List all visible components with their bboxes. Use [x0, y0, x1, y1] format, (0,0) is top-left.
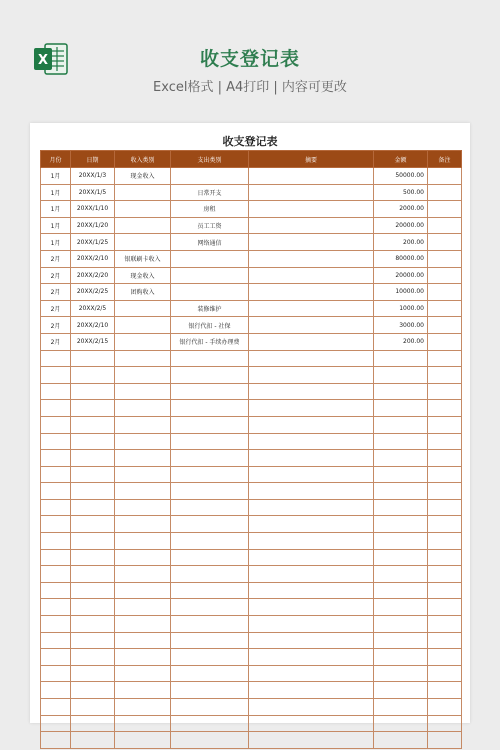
- cell-amount: [374, 549, 428, 566]
- empty-table-row: [41, 582, 462, 599]
- cell-month: [41, 499, 71, 516]
- cell-date: [71, 416, 115, 433]
- cell-amount: [374, 433, 428, 450]
- empty-table-row: [41, 499, 462, 516]
- cell-note: [428, 450, 462, 467]
- cell-income-type: [115, 234, 171, 251]
- cell-expense-type: [171, 350, 249, 367]
- cell-summary: [249, 333, 374, 350]
- cell-month: 1月: [41, 234, 71, 251]
- table-row: [41, 217, 462, 234]
- table-row: [41, 300, 462, 317]
- cell-month: [41, 416, 71, 433]
- cell-expense-type: [171, 549, 249, 566]
- empty-table-row: [41, 466, 462, 483]
- cell-expense-type: [171, 416, 249, 433]
- cell-month: [41, 699, 71, 716]
- cell-note: [428, 549, 462, 566]
- table-row: [41, 317, 462, 334]
- cell-income-type: [115, 184, 171, 201]
- empty-table-row: [41, 549, 462, 566]
- cell-expense-type: 员工工资: [171, 217, 249, 234]
- cell-summary: [249, 499, 374, 516]
- cell-income-type: [115, 450, 171, 467]
- cell-summary: [249, 549, 374, 566]
- cell-income-type: [115, 649, 171, 666]
- cell-income-type: [115, 483, 171, 500]
- cell-month: [41, 549, 71, 566]
- cell-expense-type: [171, 267, 249, 284]
- cell-amount: [374, 599, 428, 616]
- cell-note: [428, 317, 462, 334]
- cell-expense-type: 房租: [171, 201, 249, 218]
- empty-table-row: [41, 616, 462, 633]
- cell-date: [71, 367, 115, 384]
- cell-note: [428, 466, 462, 483]
- cell-date: [71, 732, 115, 749]
- cell-date: [71, 566, 115, 583]
- cell-amount: 200.00: [374, 234, 428, 251]
- cell-income-type: [115, 632, 171, 649]
- cell-summary: [249, 433, 374, 450]
- cell-month: [41, 516, 71, 533]
- empty-table-row: [41, 665, 462, 682]
- cell-summary: [249, 582, 374, 599]
- cell-income-type: 现金收入: [115, 168, 171, 185]
- cell-month: [41, 682, 71, 699]
- cell-amount: [374, 632, 428, 649]
- empty-table-row: [41, 732, 462, 749]
- empty-table-row: [41, 383, 462, 400]
- cell-month: [41, 433, 71, 450]
- cell-summary: [249, 168, 374, 185]
- cell-summary: [249, 300, 374, 317]
- cell-month: [41, 466, 71, 483]
- cell-date: [71, 699, 115, 716]
- cell-amount: [374, 732, 428, 749]
- cell-note: [428, 300, 462, 317]
- cell-amount: [374, 367, 428, 384]
- cell-summary: [249, 533, 374, 550]
- cell-month: [41, 367, 71, 384]
- cell-date: [71, 682, 115, 699]
- empty-table-row: [41, 632, 462, 649]
- cell-expense-type: [171, 367, 249, 384]
- cell-summary: [249, 400, 374, 417]
- cell-summary: [249, 201, 374, 218]
- col-amount-header: 金额: [374, 151, 428, 168]
- cell-date: 20XX/2/5: [71, 300, 115, 317]
- empty-table-row: [41, 566, 462, 583]
- cell-income-type: 现金收入: [115, 267, 171, 284]
- cell-amount: [374, 566, 428, 583]
- cell-expense-type: [171, 250, 249, 267]
- cell-date: [71, 649, 115, 666]
- cell-income-type: [115, 682, 171, 699]
- cell-month: [41, 715, 71, 732]
- cell-date: [71, 516, 115, 533]
- cell-summary: [249, 682, 374, 699]
- cell-note: [428, 632, 462, 649]
- cell-month: [41, 383, 71, 400]
- cell-date: 20XX/2/15: [71, 333, 115, 350]
- cell-date: [71, 350, 115, 367]
- cell-amount: [374, 533, 428, 550]
- cell-date: [71, 383, 115, 400]
- cell-date: [71, 549, 115, 566]
- cell-income-type: [115, 599, 171, 616]
- page-header: [0, 0, 500, 110]
- cell-amount: [374, 450, 428, 467]
- cell-income-type: [115, 201, 171, 218]
- cell-expense-type: 银行代扣 - 手续办理费: [171, 333, 249, 350]
- cell-income-type: [115, 566, 171, 583]
- cell-note: [428, 383, 462, 400]
- cell-summary: [249, 599, 374, 616]
- sheet-title: 收支登记表: [222, 135, 278, 148]
- cell-date: 20XX/2/10: [71, 317, 115, 334]
- cell-income-type: [115, 699, 171, 716]
- table-row: [41, 184, 462, 201]
- cell-month: 1月: [41, 184, 71, 201]
- cell-date: 20XX/1/10: [71, 201, 115, 218]
- cell-summary: [249, 632, 374, 649]
- cell-month: 2月: [41, 267, 71, 284]
- cell-amount: [374, 715, 428, 732]
- cell-summary: [249, 566, 374, 583]
- cell-date: 20XX/1/3: [71, 168, 115, 185]
- cell-expense-type: [171, 516, 249, 533]
- cell-date: 20XX/2/20: [71, 267, 115, 284]
- cell-summary: [249, 616, 374, 633]
- empty-table-row: [41, 699, 462, 716]
- cell-note: [428, 665, 462, 682]
- cell-summary: [249, 649, 374, 666]
- cell-summary: [249, 665, 374, 682]
- cell-expense-type: [171, 400, 249, 417]
- cell-month: 2月: [41, 300, 71, 317]
- cell-summary: [249, 450, 374, 467]
- cell-amount: [374, 616, 428, 633]
- cell-income-type: [115, 317, 171, 334]
- cell-income-type: [115, 533, 171, 550]
- cell-expense-type: 银行代扣 - 社保: [171, 317, 249, 334]
- cell-amount: [374, 582, 428, 599]
- cell-expense-type: [171, 649, 249, 666]
- col-date-header: 日期: [71, 151, 115, 168]
- empty-table-row: [41, 533, 462, 550]
- cell-date: 20XX/1/20: [71, 217, 115, 234]
- cell-amount: [374, 665, 428, 682]
- cell-note: [428, 516, 462, 533]
- cell-income-type: [115, 333, 171, 350]
- cell-amount: 2000.00: [374, 201, 428, 218]
- cell-month: 1月: [41, 168, 71, 185]
- cell-amount: 20000.00: [374, 267, 428, 284]
- cell-summary: [249, 284, 374, 301]
- cell-income-type: 银联刷卡收入: [115, 250, 171, 267]
- cell-month: [41, 400, 71, 417]
- cell-income-type: [115, 416, 171, 433]
- cell-income-type: [115, 217, 171, 234]
- table-row: [41, 201, 462, 218]
- cell-note: [428, 416, 462, 433]
- cell-note: [428, 217, 462, 234]
- cell-summary: [249, 217, 374, 234]
- empty-table-row: [41, 400, 462, 417]
- cell-month: [41, 566, 71, 583]
- cell-month: [41, 350, 71, 367]
- cell-note: [428, 201, 462, 218]
- cell-amount: [374, 416, 428, 433]
- cell-expense-type: [171, 665, 249, 682]
- empty-table-row: [41, 433, 462, 450]
- col-income-type-header: 收入类别: [115, 151, 171, 168]
- cell-summary: [249, 367, 374, 384]
- cell-note: [428, 333, 462, 350]
- cell-note: [428, 732, 462, 749]
- cell-summary: [249, 184, 374, 201]
- cell-note: [428, 599, 462, 616]
- cell-income-type: [115, 300, 171, 317]
- empty-table-row: [41, 599, 462, 616]
- cell-note: [428, 483, 462, 500]
- cell-expense-type: [171, 566, 249, 583]
- cell-note: [428, 433, 462, 450]
- cell-amount: 200.00: [374, 333, 428, 350]
- cell-amount: [374, 350, 428, 367]
- cell-date: [71, 665, 115, 682]
- cell-expense-type: 网络通信: [171, 234, 249, 251]
- table-row: [41, 333, 462, 350]
- cell-expense-type: [171, 168, 249, 185]
- cell-amount: [374, 499, 428, 516]
- col-month-header: 月份: [41, 151, 71, 168]
- cell-income-type: [115, 715, 171, 732]
- empty-table-row: [41, 483, 462, 500]
- cell-date: [71, 582, 115, 599]
- page-title: 收支登记表: [199, 48, 300, 70]
- cell-amount: [374, 649, 428, 666]
- cell-date: [71, 632, 115, 649]
- cell-amount: 20000.00: [374, 217, 428, 234]
- cell-summary: [249, 250, 374, 267]
- cell-income-type: [115, 616, 171, 633]
- table-row: [41, 284, 462, 301]
- cell-expense-type: [171, 715, 249, 732]
- cell-summary: [249, 350, 374, 367]
- cell-date: [71, 466, 115, 483]
- cell-expense-type: [171, 499, 249, 516]
- cell-expense-type: [171, 383, 249, 400]
- cell-summary: [249, 383, 374, 400]
- cell-expense-type: [171, 433, 249, 450]
- ledger-table: [40, 150, 462, 749]
- cell-amount: 3000.00: [374, 317, 428, 334]
- cell-amount: 80000.00: [374, 250, 428, 267]
- cell-income-type: [115, 400, 171, 417]
- cell-expense-type: [171, 616, 249, 633]
- table-header-row: [41, 151, 462, 168]
- spreadsheet-preview: [30, 123, 470, 723]
- empty-table-row: [41, 516, 462, 533]
- cell-month: [41, 582, 71, 599]
- cell-amount: 500.00: [374, 184, 428, 201]
- table-row: [41, 168, 462, 185]
- col-summary-header: 摘要: [249, 151, 374, 168]
- empty-table-row: [41, 416, 462, 433]
- table-row: [41, 234, 462, 251]
- cell-date: 20XX/2/10: [71, 250, 115, 267]
- cell-income-type: [115, 350, 171, 367]
- cell-month: 1月: [41, 217, 71, 234]
- cell-income-type: [115, 516, 171, 533]
- cell-month: [41, 665, 71, 682]
- cell-date: [71, 483, 115, 500]
- cell-month: [41, 533, 71, 550]
- cell-expense-type: [171, 466, 249, 483]
- cell-amount: [374, 682, 428, 699]
- cell-month: [41, 483, 71, 500]
- cell-date: [71, 400, 115, 417]
- cell-date: [71, 616, 115, 633]
- empty-table-row: [41, 367, 462, 384]
- cell-expense-type: [171, 284, 249, 301]
- cell-month: 2月: [41, 250, 71, 267]
- cell-note: [428, 267, 462, 284]
- empty-table-row: [41, 682, 462, 699]
- cell-month: 2月: [41, 284, 71, 301]
- cell-note: [428, 582, 462, 599]
- cell-expense-type: [171, 699, 249, 716]
- cell-date: [71, 533, 115, 550]
- cell-note: [428, 400, 462, 417]
- cell-summary: [249, 516, 374, 533]
- cell-month: 2月: [41, 333, 71, 350]
- cell-month: [41, 649, 71, 666]
- cell-note: [428, 367, 462, 384]
- cell-date: [71, 599, 115, 616]
- cell-amount: [374, 466, 428, 483]
- cell-date: [71, 433, 115, 450]
- cell-note: [428, 699, 462, 716]
- cell-month: [41, 450, 71, 467]
- cell-income-type: [115, 383, 171, 400]
- cell-date: 20XX/2/25: [71, 284, 115, 301]
- cell-date: [71, 715, 115, 732]
- cell-month: [41, 616, 71, 633]
- cell-income-type: [115, 499, 171, 516]
- empty-table-row: [41, 715, 462, 732]
- cell-expense-type: [171, 632, 249, 649]
- cell-amount: [374, 699, 428, 716]
- cell-summary: [249, 715, 374, 732]
- cell-amount: [374, 516, 428, 533]
- cell-income-type: [115, 367, 171, 384]
- cell-month: [41, 632, 71, 649]
- cell-summary: [249, 267, 374, 284]
- cell-expense-type: [171, 483, 249, 500]
- cell-note: [428, 533, 462, 550]
- cell-note: [428, 234, 462, 251]
- cell-expense-type: 日常开支: [171, 184, 249, 201]
- empty-table-row: [41, 450, 462, 467]
- cell-income-type: [115, 582, 171, 599]
- cell-amount: [374, 383, 428, 400]
- cell-expense-type: [171, 599, 249, 616]
- cell-note: [428, 616, 462, 633]
- table-row: [41, 267, 462, 284]
- cell-note: [428, 250, 462, 267]
- cell-income-type: 团购收入: [115, 284, 171, 301]
- cell-expense-type: [171, 450, 249, 467]
- cell-date: [71, 499, 115, 516]
- cell-income-type: [115, 665, 171, 682]
- cell-date: [71, 450, 115, 467]
- cell-note: [428, 715, 462, 732]
- cell-note: [428, 682, 462, 699]
- cell-expense-type: [171, 682, 249, 699]
- cell-amount: 10000.00: [374, 284, 428, 301]
- cell-date: 20XX/1/5: [71, 184, 115, 201]
- cell-date: 20XX/1/25: [71, 234, 115, 251]
- cell-income-type: [115, 466, 171, 483]
- svg-text:X: X: [37, 53, 49, 68]
- cell-note: [428, 499, 462, 516]
- empty-table-row: [41, 350, 462, 367]
- cell-month: [41, 599, 71, 616]
- cell-summary: [249, 416, 374, 433]
- cell-note: [428, 168, 462, 185]
- cell-note: [428, 350, 462, 367]
- page-subtitle: Excel格式 | A4打印 | 内容可更改: [153, 80, 347, 95]
- cell-month: 1月: [41, 201, 71, 218]
- cell-expense-type: [171, 582, 249, 599]
- cell-note: [428, 649, 462, 666]
- cell-note: [428, 566, 462, 583]
- cell-summary: [249, 483, 374, 500]
- cell-summary: [249, 317, 374, 334]
- cell-note: [428, 284, 462, 301]
- cell-month: 2月: [41, 317, 71, 334]
- cell-income-type: [115, 433, 171, 450]
- cell-amount: 1000.00: [374, 300, 428, 317]
- col-expense-type-header: 支出类别: [171, 151, 249, 168]
- cell-summary: [249, 234, 374, 251]
- cell-expense-type: [171, 533, 249, 550]
- col-note-header: 备注: [428, 151, 462, 168]
- cell-expense-type: 装修维护: [171, 300, 249, 317]
- empty-table-row: [41, 649, 462, 666]
- cell-amount: 50000.00: [374, 168, 428, 185]
- table-row: [41, 250, 462, 267]
- cell-amount: [374, 483, 428, 500]
- cell-amount: [374, 400, 428, 417]
- table-body: [41, 168, 462, 749]
- cell-note: [428, 184, 462, 201]
- cell-summary: [249, 699, 374, 716]
- cell-summary: [249, 732, 374, 749]
- cell-expense-type: [171, 732, 249, 749]
- cell-income-type: [115, 549, 171, 566]
- cell-summary: [249, 466, 374, 483]
- cell-income-type: [115, 732, 171, 749]
- cell-month: [41, 732, 71, 749]
